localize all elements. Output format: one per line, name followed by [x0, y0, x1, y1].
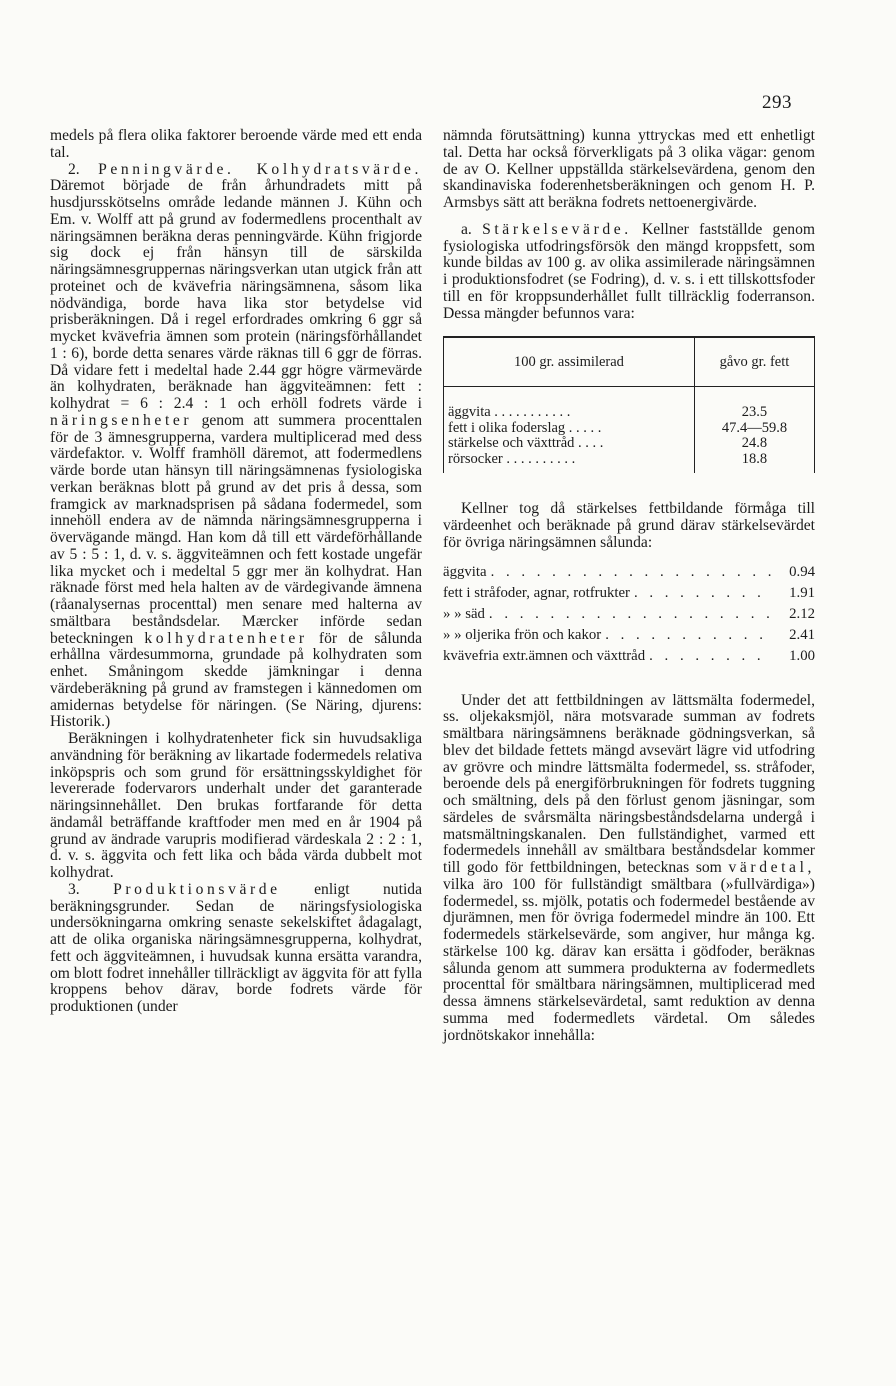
starch-value-list: [443, 562, 815, 667]
paragraph: medels på flera olika faktorer beroende värde med ett enda tal.: [50, 127, 422, 161]
paragraph: Kellner tog då stärkelses fettbildande förmåga till värdeenhet och beräknade på grund därav stärkelsevärdet för övriga näringsämnen sålunda:: [443, 500, 815, 551]
list-item: » » oljerika frön och kakor . . . 2.41: [443, 625, 815, 646]
table-row: [444, 436, 815, 452]
paragraph: Beräkningen i kolhydratenheter fick sin huvudsakliga användning för beräkning av likartade fodermedels relativa inköpspris och som grund för ersättningsskyldighet för levererade fodervarors underhalt under det garanterade näringsinnehållet. Den brukas fortfarande för detta ändamål beträffande kraftfoder men med en år 1904 på grund av ändrade varupris modifierad värdeskala 2 : 2 : 1, d. v. s. äggvita och fett lika och båda värda dubbelt mot kolhydrat.: [50, 730, 422, 881]
paragraph-penningvarde: 2. Penningvärde. Kolhydratsvärde. Däremot började de från århundradets mitt på husdjursskötselns område ledande männen J. Kühn och Em. v. Wolff att på grund av fodermedlens procenthalt av näringsämnen beräkna deras penningvärde. Kühn frigjorde sig dock ej från hänsyn till de särskilda näringsämnesgruppernas näringsverkan utan utgick från att proteinet och de kvävefria näringsämnena, såsom lika nödvändiga, borde hava lika stor betydelse vid prisberäkningen. Då i regel erfordrades omkring 6 ggr så mycket kvävefria ämnen som protein (näringsförhållandet 1 : 6), borde detta senares värde räknas till 6 ggr de förras. Då vidare fett i medeltal hade 2.44 ggr högre värmevärde än kolhydraten, beräknade han äggviteämnen: fett : kolhydrat = 6 : 2.4 : 1 och erhöll fodrets värde i näringsenheter genom att summera procenttalen för de 3 ämnesgrupperna, vardera multiplicerad med dess värdefaktor. v. Wolff framhöll däremot, att fodermedlens värde borde utan hänsyn till näringsämnenas fysiologiska verkan beräknas blott på grund av det pris å dessa, som framgick av marknadsprisen på sådana fodermedel, som innehöll endera av de nämnda näringsämnesgrupperna i övervägande mängd. Han kom då till ett värdeförhållande av 5 : 5 : 1, d. v. s. äggviteämnen och fett kostade ungefär lika mycket och i medeltal 5 ggr mer än kolhydrat. Han räknade först med hela halten av de värdegivande ämnena (råanalysernas procenttal) men senare med halterna av smältbara beståndsdelar. Mærcker införde sedan beteckningen kolhydratenheter för de sålunda erhållna värdesummorna, grundade på kolhydraten som enhet. Småningom skedde jämkningar i denna värdeberäkning på grund av framstegen i kännedomen om amidernas betydelse för näringen. (Se Näring, djurens: Historik.): [50, 160, 422, 731]
table-cell: fett i olika foderslag . . . . .: [444, 421, 695, 437]
page-number: 293: [762, 92, 792, 113]
table-cell: 47.4—59.8: [694, 421, 814, 437]
spaced-term: kolhydratenheter: [144, 629, 308, 647]
list-item: kvävefria extr.ämnen och växttråd . . . 1.00: [443, 646, 815, 667]
table-header: gåvo gr. fett: [694, 337, 814, 387]
list-item: fett i stråfoder, agnar, rotfrukter . . . 1.91: [443, 583, 815, 604]
spaced-term: näringsenheter: [50, 411, 193, 429]
right-column: [443, 128, 815, 1044]
spaced-term: värdetal,: [728, 859, 815, 876]
table-row: [444, 452, 815, 474]
list-item: äggvita . . . 0.94: [443, 562, 815, 583]
spaced-heading: Stärkelsevärde.: [482, 220, 632, 238]
paragraph-starkelsevarde: a. Stärkelsevärde. Kellner fastställde genom fysiologiska utfodringsförsök den mängd kroppsfett, som kunde bildas av 100 g. av olika assimilerade näringsämnen i produktionsfodret (se Fodring), d. v. s. i ett tillskottsfoder till en för kroppsunderhållet fullt tillräcklig foderranson. Dessa mängder befunnos vara:: [443, 220, 815, 322]
table-cell: stärkelse och växttråd . . . .: [444, 436, 695, 452]
table-cell: äggvita . . . . . . . . . . .: [444, 405, 695, 421]
fat-yield-table: [443, 336, 815, 473]
table-cell: 23.5: [694, 405, 814, 421]
table-cell: 18.8: [694, 452, 814, 474]
list-item: » » säd . . . 2.12: [443, 604, 815, 625]
table-row: [444, 421, 815, 437]
table-header: 100 gr. assimilerad: [444, 337, 695, 387]
table-cell: rörsocker . . . . . . . . . .: [444, 452, 695, 474]
spaced-heading: Penningvärde. Kolhydratsvärde.: [98, 160, 422, 178]
paragraph: Under det att fettbildningen av lättsmälta fodermedel, ss. oljekaksmjöl, nära motsvarade summan av fodrets smältbara näringsämnens beräknade gödningsverkan, så blev det bildade fettets mängd avsevärt lägre vid utfodring av grövre och mindre lättsmälta fodermedel, ss. stråfoder, beroende dels på energiförbrukningen för fodrets tuggning och smältning, dels på den förlust genom jäsningar, som särdeles de svårsmälta näringsbeståndsdelarna undergå i matsmältningskanalen. Den fullständighet, varmed ett fodermedels innehåll av smältbara beståndsdelar kommer till godo för fettbildningen, betecknas som värdetal, vilka äro 100 för fullständigt smältbara (»fullvärdiga») fodermedel, ss. mjölk, potatis och fodermedel bestående av djurämnen, men för övriga fodermedel mindre än 100. Ett fodermedels stärkelsevärde, som angiver, hur många kg. stärkelse 100 kg. därav kan ersätta i gödfoder, beräknas sålunda genom att summera produkterna av fodermedlets procenttal för smältbara näringsämnen, multiplicerad med dessa ämnens stärkelsevärdetal, samt reduktion av denna summa med fodermedlets värdetal. Om således jordnötskakor innehålla:: [443, 691, 815, 1044]
spaced-heading: Produktionsvärde: [113, 880, 281, 898]
table-cell: 24.8: [694, 436, 814, 452]
paragraph-produktionsvarde: 3. Produktionsvärde enligt nutida beräkningsgrunder. Sedan de näringsfysiologiska undersökningarna omkring senaste sekelskiftet ådagalagt, att de olika organiska näringsämnesgrupperna, kolhydrat, fett och äggviteämnen, i huvudsak kunna ersätta varandra, om blott fodret innehåller tillräckligt av äggvita för att fylla kroppens behov därav, borde fodrets värde för produktionen (under: [50, 880, 422, 1015]
paragraph: nämnda förutsättning) kunna yttryckas med ett enhetligt tal. Detta har också förverkligats på 3 olika vägar: genom de av O. Kellner uppställda stärkelsevärdena, genom den skandinaviska foderenhetsberäkningen och genom H. P. Armsbys sätt att beräkna fodrets nettoenergivärde.: [443, 127, 815, 211]
left-column: [50, 128, 422, 1016]
table-row: [444, 405, 815, 421]
